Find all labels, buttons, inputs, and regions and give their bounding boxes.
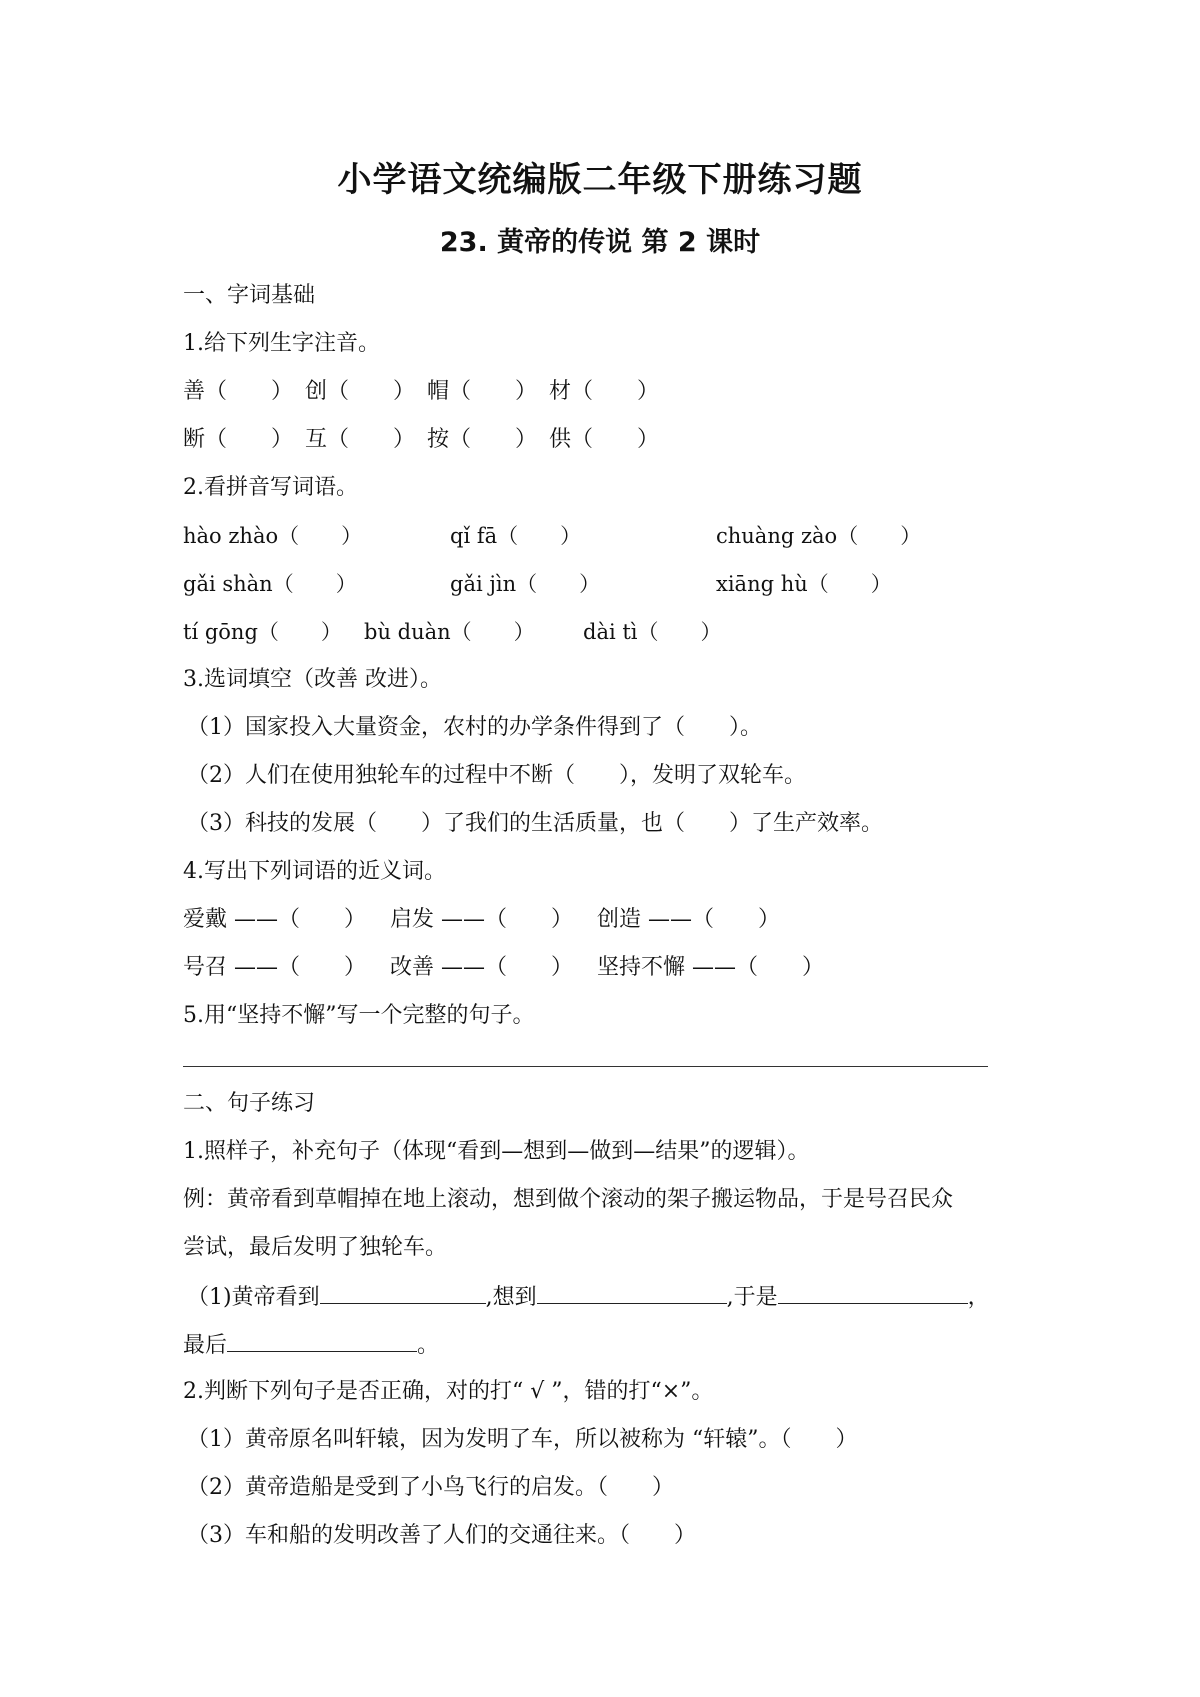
example-sentence-line-2: 尝试，最后发明了独轮车。 <box>183 1235 448 1260</box>
question-2-prompt: 2.看拼音写词语。 <box>183 475 358 500</box>
example-sentence-line-1: 例：黄帝看到草帽掉在地上滚动，想到做个滚动的架子搬运物品，于是号召民众 <box>183 1187 954 1212</box>
fill-sentence-line-1 <box>187 1281 990 1313</box>
fill-text: ,想到 <box>485 1285 537 1310</box>
pinyin-item: 按（ ） <box>427 427 538 452</box>
question-4-row-1 <box>183 905 780 935</box>
section-heading-sentences: 二、句子练习 <box>183 1091 316 1116</box>
page-title: 小学语文统编版二年级下册练习题 <box>337 160 863 200</box>
question-1-prompt: 1.给下列生字注音。 <box>183 331 380 356</box>
question-4-row-2 <box>183 953 824 983</box>
synonym-item: 坚持不懈 ——（ ） <box>597 955 824 980</box>
synonym-item: 改善 ——（ ） <box>390 955 573 980</box>
word-item: gǎi shàn（ ） <box>183 572 357 596</box>
judge-item: （3）车和船的发明改善了人们的交通往来。（ ） <box>187 1523 696 1548</box>
pinyin-item: 供（ ） <box>549 427 660 452</box>
fill-blank-action[interactable] <box>778 1281 968 1304</box>
fill-text: ， <box>967 1285 990 1310</box>
fill-text: （1)黄帝看到 <box>187 1285 320 1310</box>
judge-item: （1）黄帝原名叫轩辕，因为发明了车，所以被称为 “轩辕”。（ ） <box>187 1427 858 1452</box>
fill-blank-seen[interactable] <box>320 1281 486 1304</box>
fill-text: 最后 <box>183 1333 228 1358</box>
word-item: dài tì（ ） <box>583 620 722 644</box>
question-2-row-1 <box>183 521 921 551</box>
question-1-row-1 <box>183 377 659 407</box>
pinyin-item: 互（ ） <box>305 427 416 452</box>
fill-text: 。 <box>417 1333 440 1358</box>
pinyin-item: 创（ ） <box>305 379 416 404</box>
question-1-row-2 <box>183 425 659 455</box>
synonym-item: 启发 ——（ ） <box>390 907 573 932</box>
word-item: bù duàn（ ） <box>364 620 535 644</box>
question-3-prompt: 3.选词填空（改善 改进）。 <box>183 667 442 692</box>
section-heading-vocabulary: 一、字词基础 <box>183 283 316 308</box>
question-3-item: （3）科技的发展（ ）了我们的生活质量，也（ ）了生产效率。 <box>187 811 883 836</box>
synonym-item: 创造 ——（ ） <box>597 907 780 932</box>
question-2-row-2 <box>183 569 892 599</box>
sentence-question-2-prompt: 2.判断下列句子是否正确，对的打“ √ ”，错的打“×”。 <box>183 1379 714 1404</box>
pinyin-item: 材（ ） <box>549 379 660 404</box>
fill-sentence-line-2 <box>183 1329 439 1361</box>
question-4-prompt: 4.写出下列词语的近义词。 <box>183 859 446 884</box>
question-5-prompt: 5.用“坚持不懈”写一个完整的句子。 <box>183 1003 535 1028</box>
word-item: chuàng zào（ ） <box>716 524 922 548</box>
lesson-subtitle: 23. 黄帝的传说 第 2 课时 <box>439 227 761 258</box>
synonym-item: 号召 ——（ ） <box>183 955 366 980</box>
sentence-question-1-prompt: 1.照样子，补充句子（体现“看到—想到—做到—结果”的逻辑）。 <box>183 1139 810 1164</box>
word-item: gǎi jìn（ ） <box>450 572 601 596</box>
question-2-row-3 <box>183 617 722 647</box>
pinyin-item: 帽（ ） <box>427 379 538 404</box>
fill-blank-result[interactable] <box>227 1329 417 1352</box>
question-3-item: （1）国家投入大量资金，农村的办学条件得到了（ ）。 <box>187 715 762 740</box>
judge-item: （2）黄帝造船是受到了小鸟飞行的启发。（ ） <box>187 1475 674 1500</box>
question-3-item: （2）人们在使用独轮车的过程中不断（ ），发明了双轮车。 <box>187 763 806 788</box>
word-item: hào zhào（ ） <box>183 524 363 548</box>
word-item: xiāng hù（ ） <box>716 572 892 596</box>
fill-text: ,于是 <box>726 1285 778 1310</box>
answer-line <box>183 1066 988 1067</box>
fill-blank-thought[interactable] <box>537 1281 727 1304</box>
word-item: qǐ fā（ ） <box>450 524 582 548</box>
synonym-item: 爱戴 ——（ ） <box>183 907 366 932</box>
word-item: tí gōng（ ） <box>183 620 342 644</box>
pinyin-item: 善（ ） <box>183 379 294 404</box>
pinyin-item: 断（ ） <box>183 427 294 452</box>
